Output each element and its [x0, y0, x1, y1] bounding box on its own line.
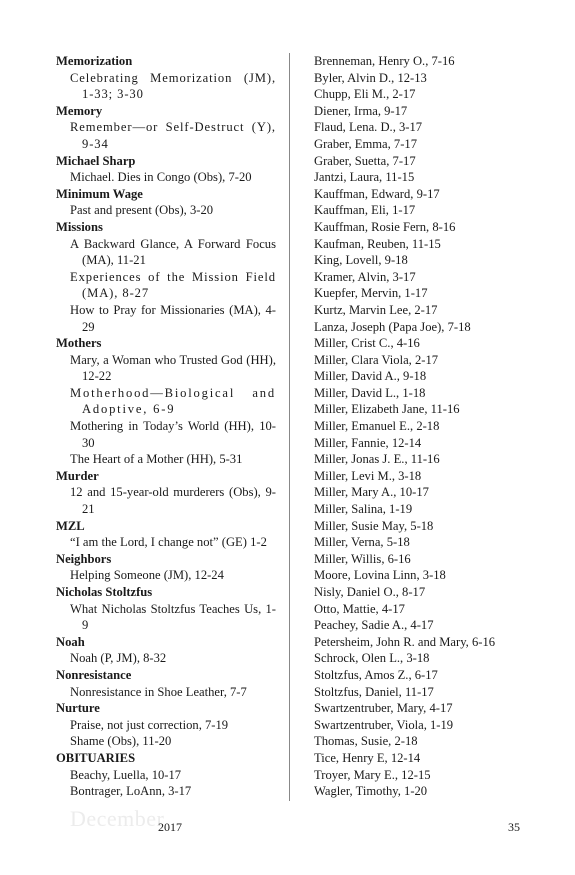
index-heading: Michael Sharp: [56, 153, 136, 168]
obituary-entry: Wagler, Timothy, 1-20: [314, 784, 428, 799]
month-watermark: December: [70, 806, 165, 831]
obituary-entry: Miller, Emanuel E., 2-18: [314, 419, 440, 434]
obituary-entry: Kauffman, Edward, 9-17: [314, 186, 440, 201]
index-heading: MZL: [56, 518, 85, 533]
index-entry: Praise, not just correction, 7-19: [70, 717, 229, 732]
index-entry: Noah (P, JM), 8-32: [70, 651, 167, 666]
obituary-entry: Thomas, Susie, 2-18: [314, 734, 418, 749]
index-left-column: [56, 53, 276, 800]
obituary-entry: Miller, Fannie, 12-14: [314, 435, 422, 450]
index-entry: Mothering in Today’s World (HH), 10-30: [70, 419, 276, 450]
index-heading: Nurture: [56, 701, 100, 716]
obituary-entry: Tice, Henry E, 12-14: [314, 750, 421, 765]
obituary-entry: Miller, Elizabeth Jane, 11-16: [314, 402, 460, 417]
obituary-entry: King, Lovell, 9-18: [314, 253, 408, 268]
obituary-entry: Nisly, Daniel O., 8-17: [314, 585, 426, 599]
obituary-entry: Petersheim, John R. and Mary, 6-16: [314, 634, 496, 649]
index-entry: Past and present (Obs), 3-20: [70, 203, 214, 218]
obituary-entry: Kuepfer, Mervin, 1-17: [314, 286, 428, 301]
obituary-entry: Miller, Clara Viola, 2-17: [314, 352, 439, 367]
obituary-entry: Otto, Mattie, 4-17: [314, 601, 405, 616]
obituary-entry: Miller, Jonas J. E., 11-16: [314, 452, 440, 467]
obituaries-names-column: [314, 53, 534, 800]
index-entry: Beachy, Luella, 10-17: [70, 767, 182, 782]
index-entry: Helping Someone (JM), 12-24: [70, 568, 224, 583]
obituary-entry: Stoltzfus, Daniel, 11-17: [314, 684, 434, 699]
obituary-entry: Moore, Lovina Linn, 3-18: [314, 568, 446, 583]
column-divider: [289, 53, 290, 801]
index-entry: Michael. Dies in Congo (Obs), 7-20: [70, 170, 252, 185]
obituary-entry: Kaufman, Reuben, 11-15: [314, 236, 441, 251]
obituary-entry: Diener, Irma, 9-17: [314, 103, 408, 118]
obituary-entry: Miller, Levi M., 3-18: [314, 468, 422, 483]
obituary-entry: Miller, Salina, 1-19: [314, 502, 413, 517]
index-heading: Missions: [56, 219, 103, 234]
obituary-entry: Chupp, Eli M., 2-17: [314, 87, 416, 102]
index-entry: A Backward Glance, A Forward Focus (MA), 11-21: [70, 236, 276, 268]
index-entry: What Nicholas Stoltzfus Teaches Us, 1-9: [70, 601, 276, 633]
obituary-entry: Schrock, Olen L., 3-18: [314, 651, 430, 666]
index-heading: OBITUARIES: [56, 750, 136, 765]
obituary-entry: Graber, Emma, 7-17: [314, 136, 418, 151]
obituary-entry: Kauffman, Rosie Fern, 8-16: [314, 219, 456, 234]
obituary-entry: Miller, David A., 9-18: [314, 369, 427, 384]
index-heading: Nonresistance: [56, 667, 132, 682]
index-heading: Noah: [56, 634, 85, 649]
obituary-entry: Swartzentruber, Viola, 1-19: [314, 717, 454, 732]
index-heading: Minimum Wage: [56, 186, 143, 201]
obituary-entry: Flaud, Lena. D., 3-17: [314, 120, 423, 135]
index-entry: 12 and 15-year-old murderers (Obs), 9-21: [70, 485, 276, 517]
index-entry: How to Pray for Missionaries (MA), 4-29: [70, 302, 276, 334]
obituary-entry: Miller, Mary A., 10-17: [314, 485, 429, 500]
index-entry: “I am the Lord, I change not” (GE) 1-2: [70, 535, 267, 550]
index-entry: Mary, a Woman who Trusted God (HH), 12-22: [70, 352, 276, 384]
obituary-entry: Kurtz, Marvin Lee, 2-17: [314, 302, 438, 317]
index-heading: Nicholas Stoltzfus: [56, 585, 153, 599]
obituary-entry: Stoltzfus, Amos Z., 6-17: [314, 667, 438, 682]
obituary-entry: Miller, Willis, 6-16: [314, 551, 411, 566]
obituary-entry: Miller, Crist C., 4-16: [314, 336, 420, 351]
obituary-entry: Lanza, Joseph (Papa Joe), 7-18: [314, 319, 471, 334]
obituary-entry: Peachey, Sadie A., 4-17: [314, 618, 434, 633]
footer-year: 2017: [158, 820, 182, 834]
page-number: 35: [508, 820, 520, 834]
obituary-entry: Graber, Suetta, 7-17: [314, 153, 416, 168]
index-entry: Celebrating Memorization (JM), 1-33; 3-30: [70, 70, 276, 102]
index-entry: Shame (Obs), 11-20: [70, 734, 172, 749]
obituary-entry: Byler, Alvin D., 12-13: [314, 70, 427, 85]
index-heading: Mothers: [56, 336, 102, 351]
index-heading: Murder: [56, 468, 99, 483]
obituary-entry: Miller, David L., 1-18: [314, 385, 426, 400]
index-heading: Memory: [56, 103, 103, 118]
index-heading: Memorization: [56, 54, 133, 68]
obituary-entry: Jantzi, Laura, 11-15: [314, 170, 415, 185]
index-entry: Bontrager, LoAnn, 3-17: [70, 784, 192, 799]
obituary-entry: Kramer, Alvin, 3-17: [314, 269, 416, 284]
index-entry: Motherhood—Biological and Adoptive, 6-9: [70, 385, 276, 417]
obituary-entry: Miller, Susie May, 5-18: [314, 518, 434, 533]
obituary-entry: Troyer, Mary E., 12-15: [314, 767, 431, 782]
index-entry: Nonresistance in Shoe Leather, 7-7: [70, 684, 247, 699]
obituary-entry: Miller, Verna, 5-18: [314, 535, 410, 550]
index-entry: The Heart of a Mother (HH), 5-31: [70, 452, 243, 467]
obituary-entry: Kauffman, Eli, 1-17: [314, 203, 416, 218]
index-entry: Remember—or Self-Destruct (Y), 9-34: [70, 120, 276, 151]
index-heading: Neighbors: [56, 551, 112, 566]
obituary-entry: Brenneman, Henry O., 7-16: [314, 54, 455, 68]
index-entry: Experiences of the Mission Field (MA), 8-27: [70, 269, 276, 301]
obituary-entry: Swartzentruber, Mary, 4-17: [314, 701, 453, 716]
